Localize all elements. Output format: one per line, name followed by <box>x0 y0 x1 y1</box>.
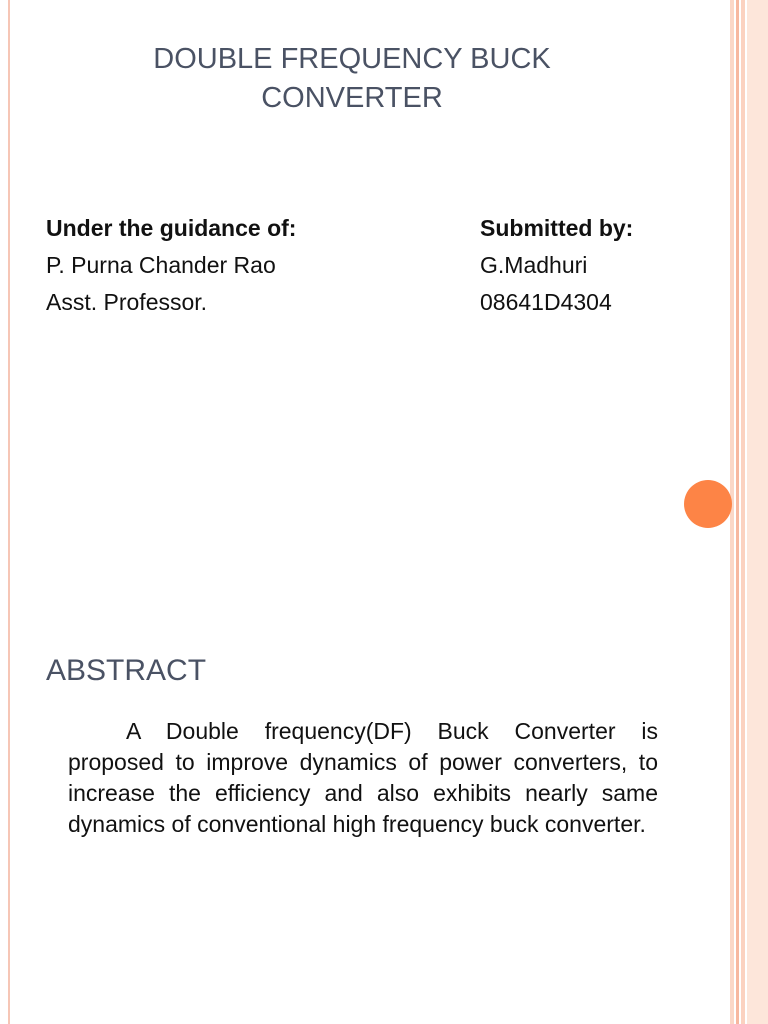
guide-designation: Asst. Professor. <box>46 289 208 315</box>
abstract-text: A Double frequency(DF) Buck Converter is proposed to improve dynamics of power converters, to increase the efficiency and also exhibits nearly same dynamics of conventional high frequency buck converter. <box>68 718 658 837</box>
stripe <box>736 0 739 1024</box>
guide-name: P. Purna Chander Rao <box>46 252 276 278</box>
abstract-heading: ABSTRACT <box>46 654 207 687</box>
left-border-line <box>8 0 10 1024</box>
submitted-block <box>480 213 633 324</box>
right-decorative-stripes <box>728 0 768 1024</box>
stripe <box>741 0 745 1024</box>
student-name: G.Madhuri <box>480 252 588 278</box>
guidance-heading: Under the guidance of: <box>46 215 297 241</box>
guidance-block <box>46 213 296 324</box>
stripe <box>747 0 768 1024</box>
submitted-heading: Submitted by: <box>480 215 634 241</box>
slide-title: DOUBLE FREQUENCY BUCK CONVERTER <box>153 43 551 114</box>
orange-circle-icon <box>684 480 732 528</box>
student-id: 08641D4304 <box>480 289 612 315</box>
